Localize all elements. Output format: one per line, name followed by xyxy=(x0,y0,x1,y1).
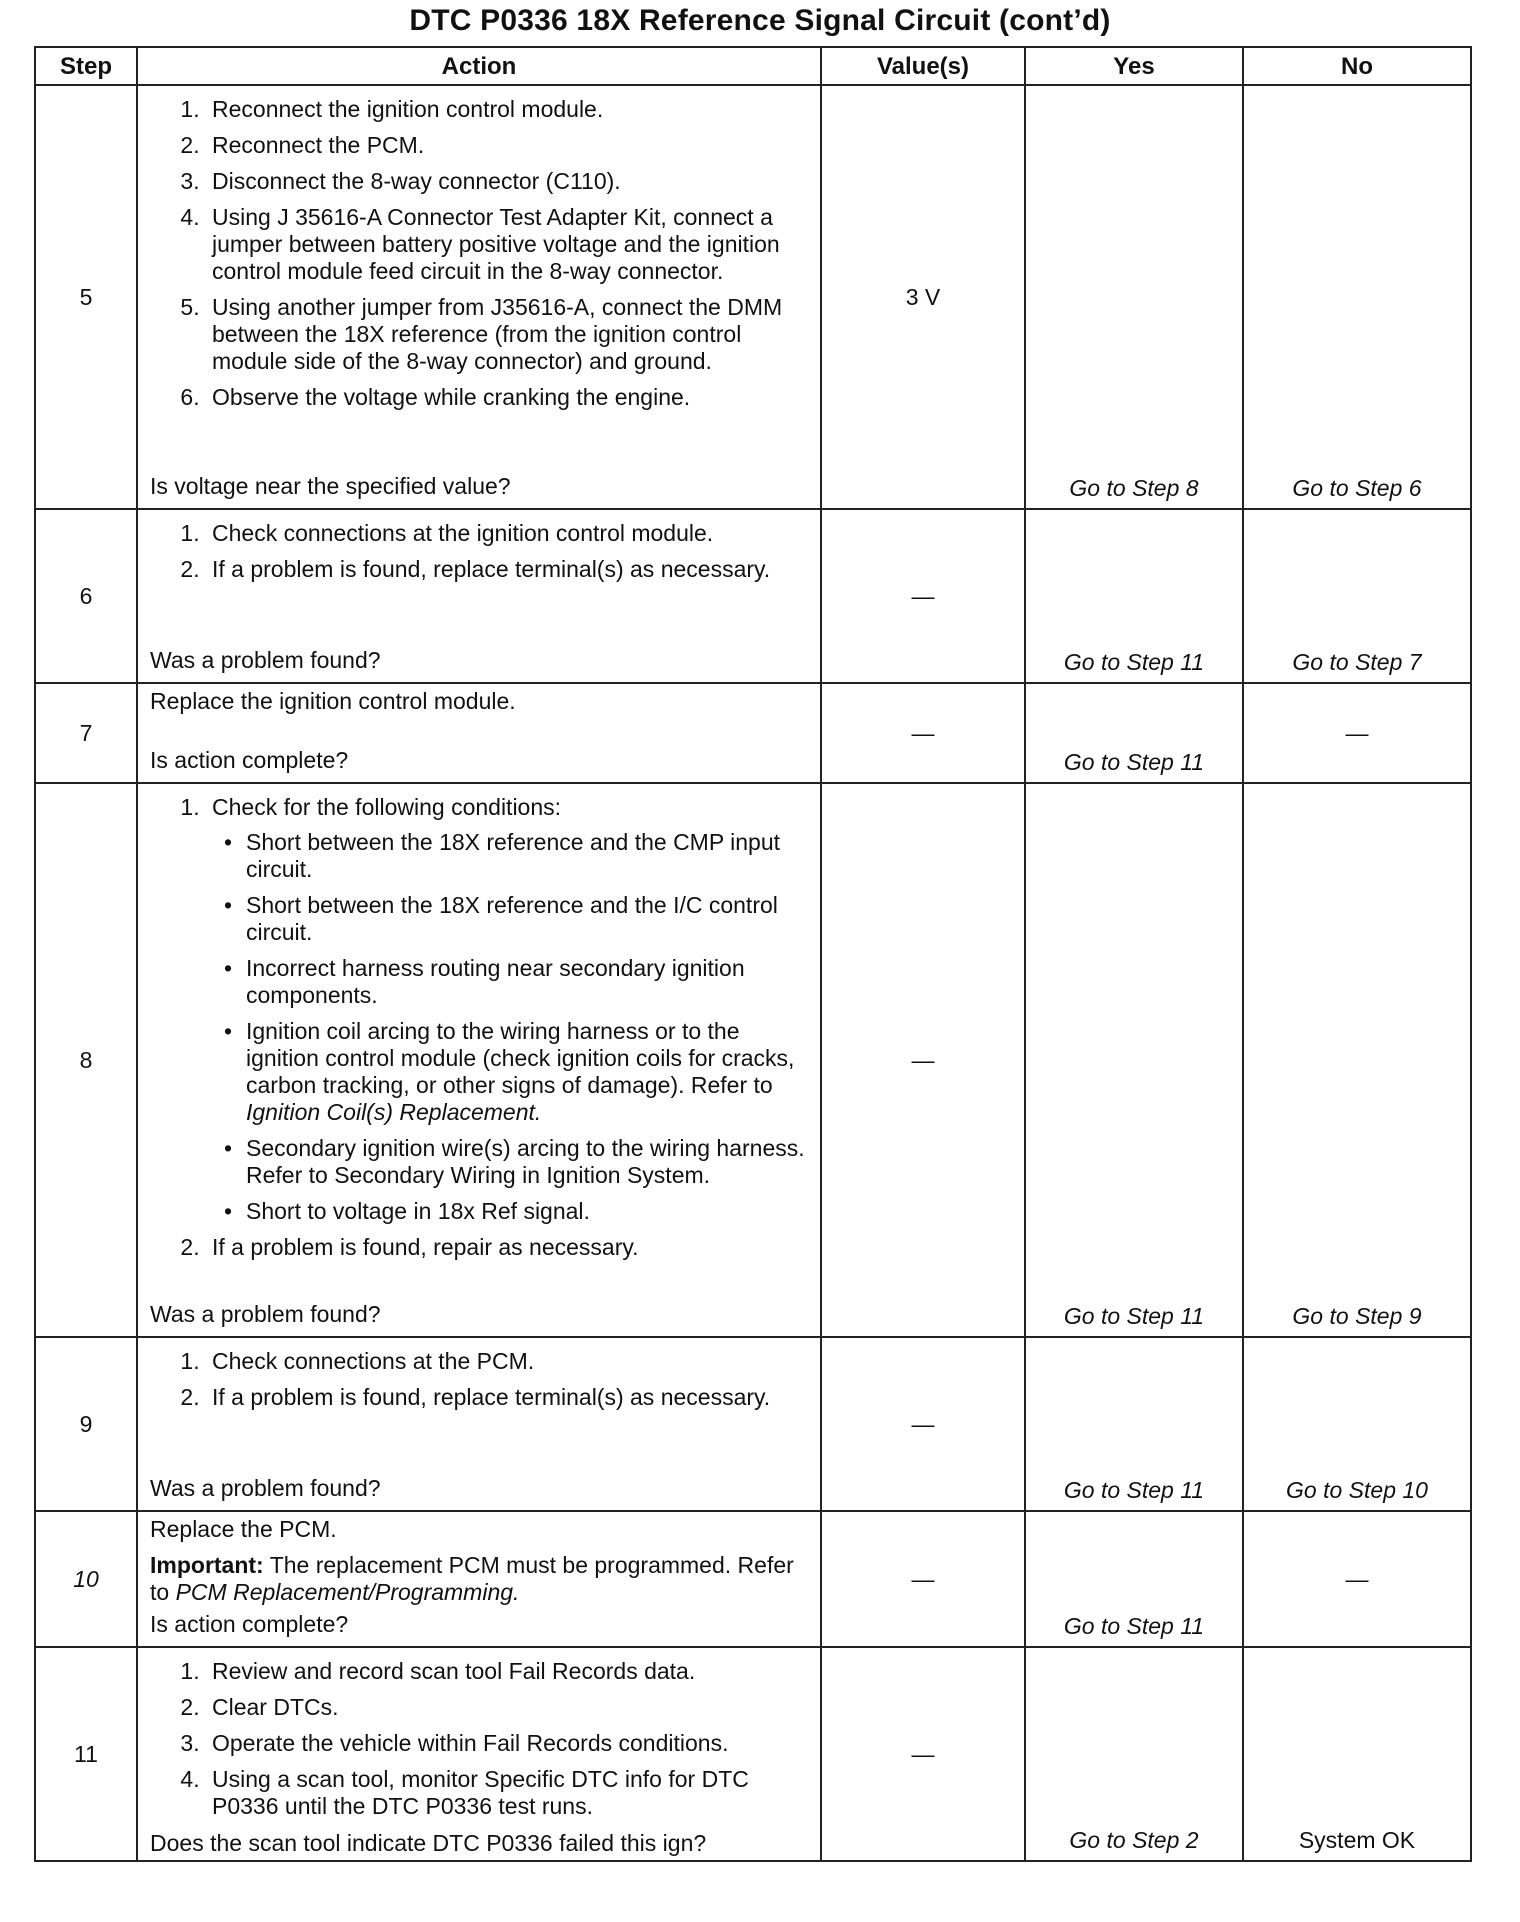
value-cell: — xyxy=(821,1337,1025,1511)
value-cell: — xyxy=(821,1647,1025,1861)
important-text: The replacement PCM must be programmed. Refer to xyxy=(150,1552,794,1605)
reference-link-text: Ignition Coil(s) Replacement. xyxy=(246,1099,542,1125)
bullet-item: • Incorrect harness routing near secondary ignition components. xyxy=(246,955,810,1009)
yes-cell: Go to Step 11 xyxy=(1025,1511,1243,1647)
action-cell xyxy=(137,683,821,783)
action-cell xyxy=(137,1647,821,1861)
header-values: Value(s) xyxy=(821,47,1025,85)
table-row-step-11 xyxy=(35,1647,1471,1861)
yes-cell: Go to Step 11 xyxy=(1025,509,1243,683)
action-list xyxy=(150,1658,810,1826)
header-yes: Yes xyxy=(1025,47,1243,85)
list-item-text: Check for the following conditions: xyxy=(212,794,562,820)
list-item: 2. If a problem is found, repair as necessary. xyxy=(206,1234,810,1261)
header-step: Step xyxy=(35,47,137,85)
action-list xyxy=(150,1348,810,1417)
list-item: 4. Using a scan tool, monitor Specific DTC info for DTC P0336 until the DTC P0336 test runs. xyxy=(206,1766,810,1820)
yes-cell: Go to Step 2 xyxy=(1025,1647,1243,1861)
step-number: 8 xyxy=(35,783,137,1337)
question: Was a problem found? xyxy=(150,1301,381,1327)
action-list xyxy=(150,96,810,417)
no-cell: — xyxy=(1243,1511,1471,1647)
list-item: 3. Disconnect the 8-way connector (C110). xyxy=(206,168,810,195)
table-row-step-9 xyxy=(35,1337,1471,1511)
diagnostic-table xyxy=(34,46,1472,1862)
bullet-item: • Short between the 18X reference and the I/C control circuit. xyxy=(246,892,810,946)
question: Was a problem found? xyxy=(150,1475,381,1501)
bullet-text: Ignition coil arcing to the wiring harness or to the ignition control module (check ignition coils for cracks, carbon tracking, or other signs of damage). Refer to xyxy=(246,1018,795,1098)
bullet-item: • Short between the 18X reference and the CMP input circuit. xyxy=(246,829,810,883)
action-text: Replace the PCM. xyxy=(150,1516,337,1542)
list-item: 4. Using J 35616-A Connector Test Adapter Kit, connect a jumper between battery positive voltage and the ignition control module feed circuit in the 8-way connector. xyxy=(206,204,810,285)
bullet-item xyxy=(246,1018,810,1126)
action-cell xyxy=(137,1337,821,1511)
step-number: 6 xyxy=(35,509,137,683)
action-cell xyxy=(137,783,821,1337)
no-cell: — xyxy=(1243,683,1471,783)
step-number: 11 xyxy=(35,1647,137,1861)
table-row-step-5 xyxy=(35,85,1471,509)
page-title: DTC P0336 18X Reference Signal Circuit (cont’d) xyxy=(409,4,1111,37)
list-item: 6. Observe the voltage while cranking the engine. xyxy=(206,384,810,411)
action-text: Replace the ignition control module. xyxy=(150,688,516,714)
value-cell: 3 V xyxy=(821,85,1025,509)
value-cell: — xyxy=(821,509,1025,683)
step-number: 9 xyxy=(35,1337,137,1511)
list-item: 1. Check connections at the ignition control module. xyxy=(206,520,810,547)
list-item: 2. If a problem is found, replace terminal(s) as necessary. xyxy=(206,556,810,583)
list-item: 2. Reconnect the PCM. xyxy=(206,132,810,159)
list-item: 2. If a problem is found, replace terminal(s) as necessary. xyxy=(206,1384,810,1411)
bullet-list xyxy=(212,829,810,1225)
bullet-item: • Short to voltage in 18x Ref signal. xyxy=(246,1198,810,1225)
action-cell xyxy=(137,85,821,509)
list-item: 1. Review and record scan tool Fail Records data. xyxy=(206,1658,810,1685)
value-cell: — xyxy=(821,683,1025,783)
no-cell: Go to Step 10 xyxy=(1243,1337,1471,1511)
question: Is action complete? xyxy=(150,747,349,773)
yes-cell: Go to Step 11 xyxy=(1025,1337,1243,1511)
header-no: No xyxy=(1243,47,1471,85)
no-cell: System OK xyxy=(1243,1647,1471,1861)
important-note xyxy=(150,1552,810,1606)
list-item: 2. Clear DTCs. xyxy=(206,1694,810,1721)
question: Is voltage near the specified value? xyxy=(150,473,511,499)
bullet-item: • Secondary ignition wire(s) arcing to the wiring harness. Refer to Secondary Wiring in Ignition System. xyxy=(246,1135,810,1189)
table-row-step-7 xyxy=(35,683,1471,783)
yes-cell: Go to Step 11 xyxy=(1025,683,1243,783)
question: Does the scan tool indicate DTC P0336 failed this ign? xyxy=(150,1830,707,1856)
header-action: Action xyxy=(137,47,821,85)
question: Was a problem found? xyxy=(150,647,381,673)
list-item xyxy=(206,794,810,1225)
table-row-step-6 xyxy=(35,509,1471,683)
yes-cell: Go to Step 8 xyxy=(1025,85,1243,509)
step-number: 10 xyxy=(35,1511,137,1647)
yes-cell: Go to Step 11 xyxy=(1025,783,1243,1337)
important-label: Important: xyxy=(150,1552,264,1578)
no-cell: Go to Step 9 xyxy=(1243,783,1471,1337)
step-number: 5 xyxy=(35,85,137,509)
list-item: 1. Reconnect the ignition control module. xyxy=(206,96,810,123)
header-row xyxy=(35,47,1471,85)
list-item: 5. Using another jumper from J35616-A, connect the DMM between the 18X reference (from the ignition control module side of the 8-way connector) and ground. xyxy=(206,294,810,375)
no-cell: Go to Step 6 xyxy=(1243,85,1471,509)
question: Is action complete? xyxy=(150,1611,349,1637)
value-cell: — xyxy=(821,1511,1025,1647)
step-number: 7 xyxy=(35,683,137,783)
action-list xyxy=(150,520,810,589)
no-cell: Go to Step 7 xyxy=(1243,509,1471,683)
table-row-step-8 xyxy=(35,783,1471,1337)
action-list xyxy=(150,794,810,1267)
list-item: 3. Operate the vehicle within Fail Records conditions. xyxy=(206,1730,810,1757)
table-row-step-10 xyxy=(35,1511,1471,1647)
value-cell: — xyxy=(821,783,1025,1337)
list-item: 1. Check connections at the PCM. xyxy=(206,1348,810,1375)
reference-link-text: PCM Replacement/Programming. xyxy=(175,1579,520,1605)
action-cell xyxy=(137,509,821,683)
action-cell xyxy=(137,1511,821,1647)
